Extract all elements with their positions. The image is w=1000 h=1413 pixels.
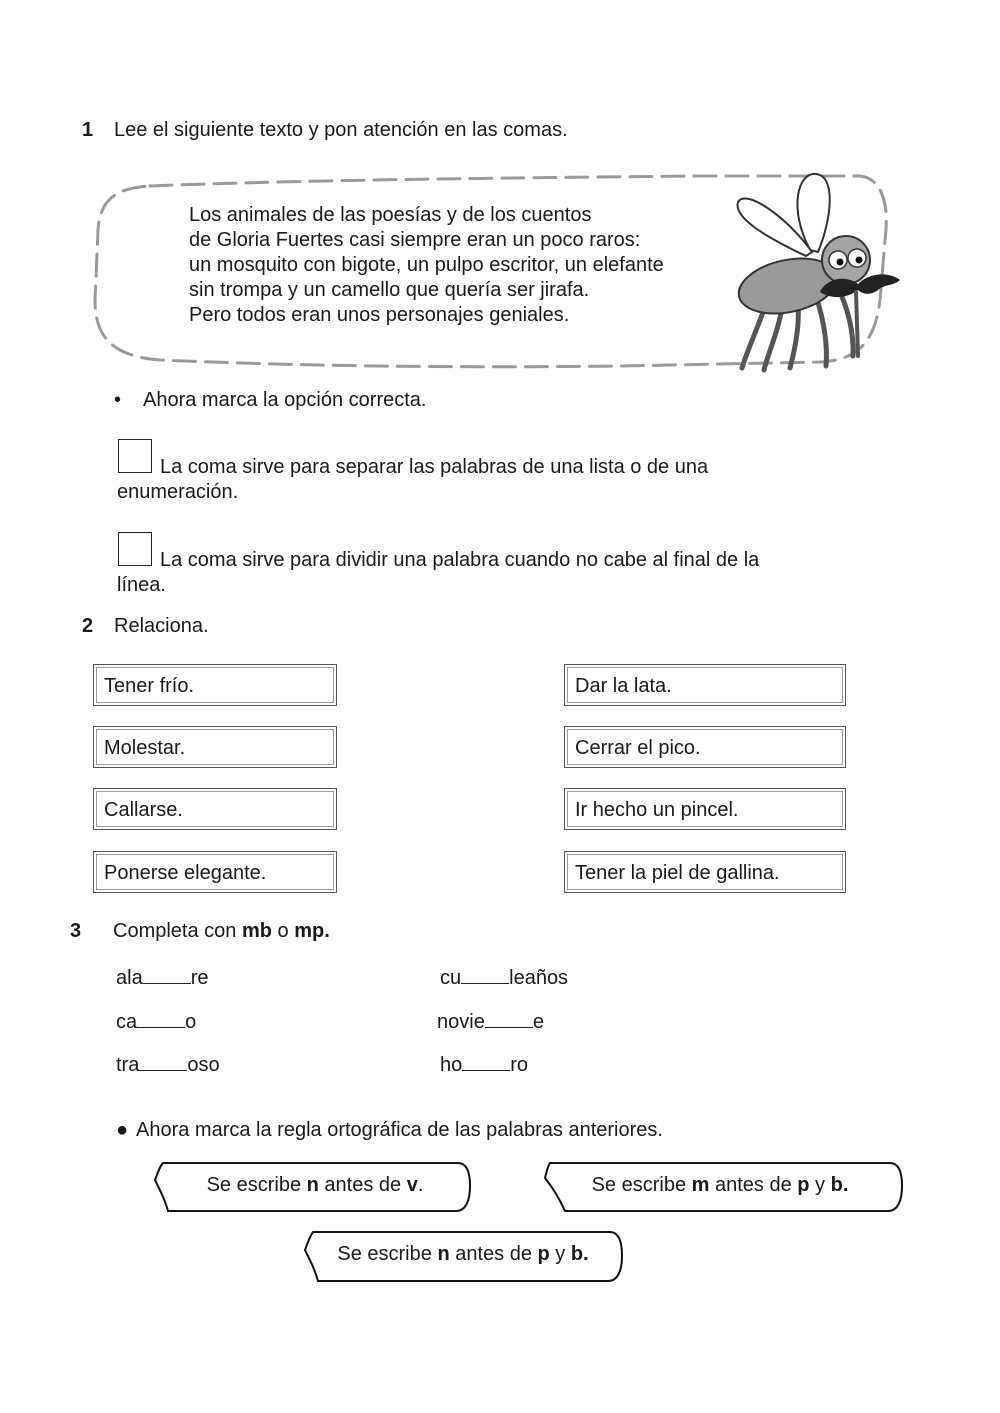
bullet-dot: ●: [116, 1119, 129, 1141]
passage-line: un mosquito con bigote, un pulpo escritor, un elefante: [189, 254, 664, 276]
question-3-instruction: Completa con mb o mp.: [113, 920, 330, 942]
passage-line: de Gloria Fuertes casi siempre eran un poco raros:: [189, 229, 641, 251]
fill-word: ala re: [116, 963, 209, 990]
fill-word: tra oso: [116, 1050, 220, 1077]
passage-line: Pero todos eran unos personajes geniales.: [189, 304, 570, 326]
fill-word: ho ro: [440, 1050, 528, 1077]
match-right-box[interactable]: Tener la piel de gallina.: [564, 851, 846, 893]
question-2-instruction: Relaciona.: [114, 615, 209, 637]
rule-option-1[interactable]: Se escribe n antes de v.: [206, 1174, 424, 1196]
fill-word: ca o: [116, 1007, 196, 1034]
match-right-box[interactable]: Dar la lata.: [564, 664, 846, 706]
rule-option-3[interactable]: Se escribe n antes de p y b.: [337, 1243, 589, 1265]
passage-line: sin trompa y un camello que quería ser jirafa.: [189, 279, 590, 301]
match-left-box[interactable]: Callarse.: [93, 788, 337, 830]
fill-word: novie e: [437, 1007, 544, 1034]
match-left-box[interactable]: Ponerse elegante.: [93, 851, 337, 893]
option-2-text-line2: línea.: [117, 574, 166, 596]
bullet-dot: •: [114, 389, 122, 411]
question-3-number: 3: [70, 920, 82, 942]
question-2-number: 2: [82, 615, 94, 637]
match-left-box[interactable]: Tener frío.: [93, 664, 337, 706]
passage-line: Los animales de las poesías y de los cuentos: [189, 204, 592, 226]
option-1-text-line1: La coma sirve para separar las palabras de una lista o de una: [160, 456, 709, 478]
match-left-box[interactable]: Molestar.: [93, 726, 337, 768]
option-1-text-line2: enumeración.: [117, 481, 239, 503]
rule-option-2[interactable]: Se escribe m antes de p y b.: [591, 1174, 849, 1196]
question-1-instruction: Lee el siguiente texto y pon atención en las comas.: [114, 119, 568, 141]
sub-instruction: Ahora marca la opción correcta.: [143, 389, 427, 411]
match-right-box[interactable]: Cerrar el pico.: [564, 726, 846, 768]
match-right-box[interactable]: Ir hecho un pincel.: [564, 788, 846, 830]
fill-word: cu leaños: [440, 963, 568, 990]
sub-instruction: Ahora marca la regla ortográfica de las palabras anteriores.: [136, 1119, 663, 1141]
question-1-number: 1: [82, 119, 94, 141]
option-2-text-line1: La coma sirve para dividir una palabra cuando no cabe al final de la: [160, 549, 760, 571]
